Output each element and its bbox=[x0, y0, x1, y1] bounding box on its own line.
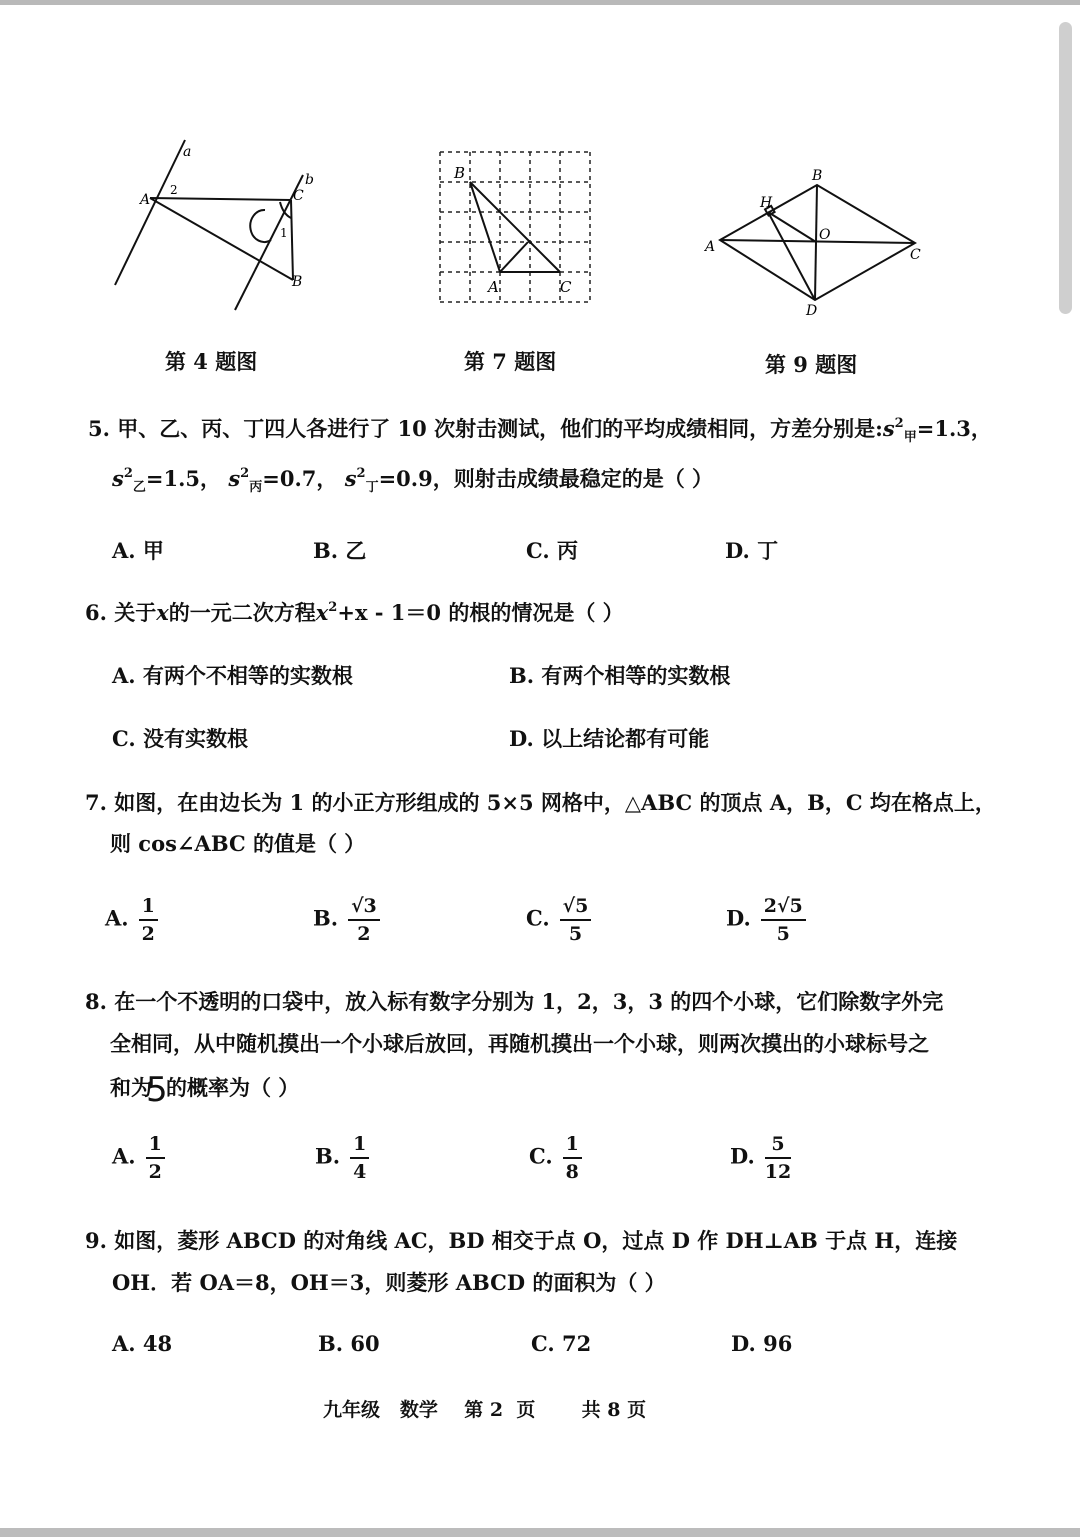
q8-option-b[interactable]: B. $\frac{1}{4}$ bbox=[315, 1133, 369, 1183]
figure-7-caption: 第 7 题图 bbox=[464, 349, 557, 374]
q8-option-a[interactable]: A. $\frac{1}{2}$ bbox=[112, 1133, 165, 1183]
q5-option-a[interactable]: A. 甲 bbox=[112, 538, 164, 563]
question-7-line-2: 则 cos∠ABC 的值是（ ） bbox=[110, 831, 366, 856]
q5-text: 5. 甲、乙、丙、丁四人各进行了 10 次射击测试，他们的平均成绩相同，方差分别是: bbox=[88, 416, 883, 441]
fig9-label-H: H bbox=[760, 195, 773, 211]
fig4-label-C: C bbox=[293, 188, 304, 204]
question-6: 6. 关于x的一元二次方程$x^2+x - 1=0$ 的根的情况是（ ） bbox=[85, 600, 624, 625]
fig9-label-A: A bbox=[705, 239, 716, 255]
question-9-line-2: OH．若 OA＝8，OH＝3，则菱形 ABCD 的面积为（ ） bbox=[112, 1270, 666, 1295]
fig9-label-O: O bbox=[819, 227, 831, 243]
question-8-line-1: 8. 在一个不透明的口袋中，放入标有数字分别为 1，2，3，3 的四个小球，它们除数字外完 bbox=[85, 989, 944, 1014]
fig9-label-B: B bbox=[812, 168, 823, 184]
top-edge-bar bbox=[0, 0, 1080, 5]
q5-option-c[interactable]: C. 丙 bbox=[526, 538, 578, 563]
fig4-label-b: b bbox=[305, 172, 314, 188]
fig4-label-A: A bbox=[140, 192, 151, 208]
question-9-line-1: 9. 如图，菱形 ABCD 的对角线 AC，BD 相交于点 O，过点 D 作 DH⊥AB 于点 H，连接 bbox=[85, 1228, 958, 1253]
fraction: $\frac{√3}{2}$ bbox=[348, 895, 380, 945]
fraction: $\frac{1}{2}$ bbox=[146, 1133, 165, 1183]
fig4-label-2: 2 bbox=[170, 183, 178, 197]
q7-option-d[interactable]: D. $\frac{2√5}{5}$ bbox=[726, 895, 806, 945]
q9-option-c[interactable]: C. 72 bbox=[531, 1331, 592, 1356]
q9-option-b[interactable]: B. 60 bbox=[318, 1331, 380, 1356]
q9-option-d[interactable]: D. 96 bbox=[731, 1331, 793, 1356]
q7-option-b[interactable]: B. $\frac{√3}{2}$ bbox=[313, 895, 380, 945]
q6-option-c[interactable]: C. 没有实数根 bbox=[112, 726, 248, 751]
fraction: $\frac{5}{12}$ bbox=[764, 1133, 792, 1183]
q8-option-c[interactable]: C. $\frac{1}{8}$ bbox=[529, 1133, 582, 1183]
figure-9-rhombus-diagram bbox=[700, 165, 930, 320]
q6-option-a[interactable]: A. 有两个不相等的实数根 bbox=[112, 663, 353, 688]
fraction: $\frac{1}{4}$ bbox=[350, 1133, 369, 1183]
page-footer: 九年级 数学 第 2 页 共 8 页 bbox=[323, 1399, 647, 1421]
question-8-line-2: 全相同，从中随机摸出一个小球后放回，再随机摸出一个小球，则两次摸出的小球标号之 bbox=[110, 1031, 929, 1056]
fig4-label-1: 1 bbox=[280, 226, 288, 240]
q6-option-d[interactable]: D. 以上结论都有可能 bbox=[509, 726, 710, 751]
q9-option-a[interactable]: A. 48 bbox=[112, 1331, 173, 1356]
bottom-edge-bar bbox=[0, 1528, 1080, 1537]
fig7-label-B: B bbox=[454, 164, 466, 182]
fraction: $\frac{1}{8}$ bbox=[563, 1133, 582, 1183]
fig7-label-A: A bbox=[488, 278, 499, 296]
fig9-label-C: C bbox=[910, 247, 921, 263]
q7-option-c[interactable]: C. $\frac{√5}{5}$ bbox=[526, 895, 591, 945]
fig4-label-a: a bbox=[183, 144, 192, 160]
q5-option-d[interactable]: D. 丁 bbox=[725, 538, 779, 563]
question-5-line-2: $s^2_乙=1.5$， $s^2_丙=0.7$， $s^2_丁=0.9$，则射击成绩最稳定的是（ ） bbox=[112, 466, 714, 495]
q6-option-b[interactable]: B. 有两个相等的实数根 bbox=[509, 663, 731, 688]
q5-option-b[interactable]: B. 乙 bbox=[313, 538, 367, 563]
figure-4-caption: 第 4 题图 bbox=[165, 349, 258, 374]
fig7-label-C: C bbox=[560, 278, 572, 296]
fraction: $\frac{1}{2}$ bbox=[139, 895, 158, 945]
q8-option-d[interactable]: D. $\frac{5}{12}$ bbox=[730, 1133, 792, 1183]
fig4-label-B: B bbox=[292, 274, 303, 290]
question-8-line-3: 和为5的概率为（ ） bbox=[110, 1070, 300, 1110]
fraction: $\frac{2√5}{5}$ bbox=[761, 895, 806, 945]
question-7-line-1: 7. 如图，在由边长为 1 的小正方形组成的 5×5 网格中，△ABC 的顶点 A，B，C 均在格点上， bbox=[85, 790, 996, 815]
figure-9-caption: 第 9 题图 bbox=[765, 352, 858, 377]
figure-4-diagram bbox=[105, 130, 325, 320]
figure-7-grid-diagram bbox=[430, 142, 605, 312]
q7-option-a[interactable]: A. $\frac{1}{2}$ bbox=[105, 895, 158, 945]
scrollbar-thumb[interactable] bbox=[1059, 22, 1072, 314]
fig9-label-D: D bbox=[806, 303, 818, 319]
question-5-line-1: 5. 甲、乙、丙、丁四人各进行了 10 次射击测试，他们的平均成绩相同，方差分别是$:s^2_甲=1.3$， bbox=[88, 416, 992, 445]
fraction: $\frac{√5}{5}$ bbox=[560, 895, 592, 945]
